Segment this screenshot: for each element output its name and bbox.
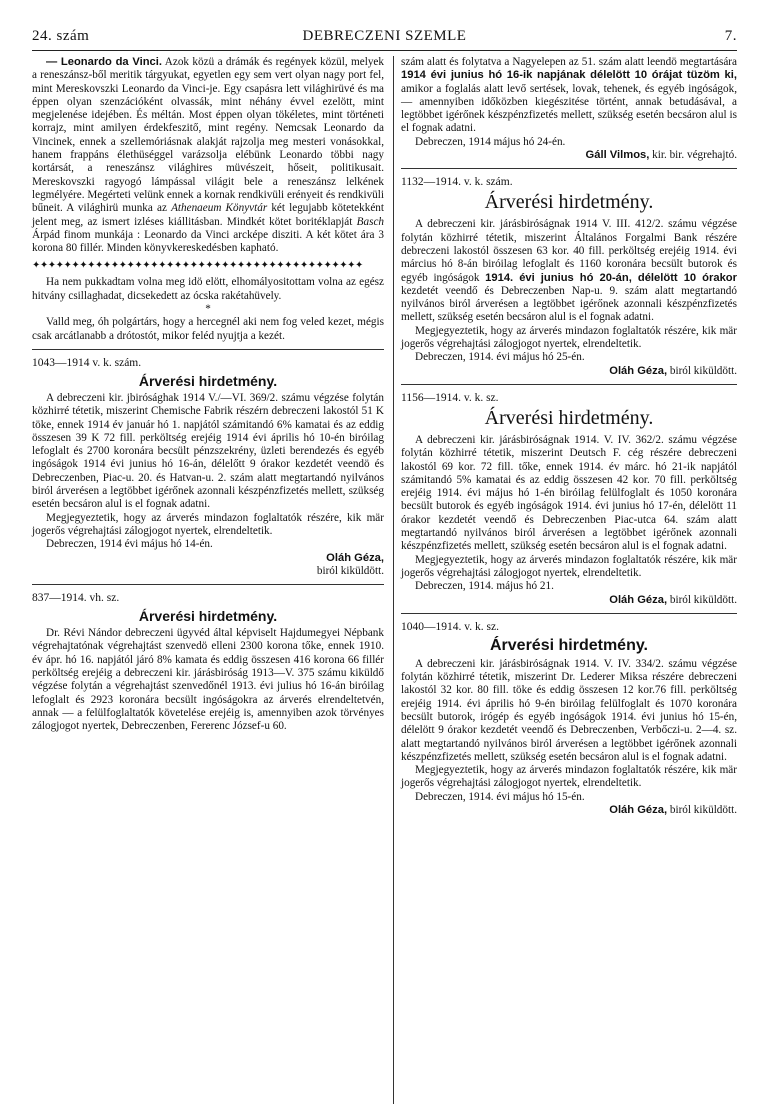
star-divider: ✦✦✦✦✦✦✦✦✦✦✦✦✦✦✦✦✦✦✦✦✦✦✦✦✦✦✦✦✦✦✦✦✦✦✦✦✦✦✦✦✦✦ bbox=[32, 260, 363, 272]
article-journal: Athenaeum Könyvtár bbox=[171, 202, 268, 215]
section-divider bbox=[32, 584, 384, 585]
notice-continuation bbox=[401, 56, 737, 162]
notice-title: Árverési hirdetmény. bbox=[138, 608, 278, 625]
article-text: Árpád finom munkája : Leonardo da Vinci arcképe disziti. A két kötet ára 3 korona 80 fillér. Minden könyvkereskedésben kapható. bbox=[32, 228, 384, 255]
section-divider bbox=[401, 168, 737, 169]
notice-1156 bbox=[401, 391, 737, 607]
leonardo-article bbox=[32, 56, 384, 255]
quote-text: Valld meg, óh polgártárs, hogy a hercegnél aki nem fog veled kezet, mégis csak arcátlanabb a drótostót, mikor feléd nyujtja a kezét. bbox=[32, 316, 384, 342]
notice-title: Árverési hirdetmény. bbox=[484, 191, 654, 214]
notice-note: Megjegyeztetik, hogy az árverés mindazon foglaltatók részére, kik mär jogerős végrehajtási zálogjogot nyertek, elrendeltetik. bbox=[401, 553, 737, 579]
notice-body bbox=[401, 218, 737, 324]
notice-date: Debreczen, 1914. május hó 21. bbox=[415, 580, 554, 593]
section-divider bbox=[32, 349, 384, 350]
notice-note: Megjegyeztetik, hogy az árverés mindazon foglaltatók részére, kik mär jogerős végrehajtási zálogjogot nyertek, elrendeltetik. bbox=[32, 511, 384, 537]
section-divider bbox=[401, 613, 737, 614]
notice-signature: Oláh Géza, bbox=[609, 804, 668, 817]
notice-title: Árverési hirdetmény. bbox=[490, 636, 648, 654]
notice-date: Debreczen, 1914 május hó 24-én. bbox=[415, 135, 566, 148]
article-lead: — Leonardo da Vinci. bbox=[46, 56, 162, 68]
notice-body: A debreczeni kir. járásbiróságnak 1914. V. IV. 362/2. számu végzése folytán közhirré tétetik, miszerint Deutsch F. cég részére debreczeni lakostól 69 kor. 72 fill. tőke, ennek 1914. év márc. hó 21-ik napjától számitandó 5% kamatai és az eddig összesen 42 kor. 70 fill. perköltség erejéig 1914. évi május hó 1-én biróilag felülfoglalt és 1050 koronára becsült butorok és egyéb ingóságok 1914. évi junius hó 17-én, délelött 11 órakor kezdetét veendő és Debreczenben Piac-utca 64. szám alatt megtartandó nyilvános biról árverésen a legtöbbet igérőnek azonnali készpénzfizetés mellett, szükség esetén becsáron alul is el fognak adatni. bbox=[401, 433, 737, 553]
notice-signature: Oláh Géza, bbox=[609, 593, 668, 606]
article-text: Azok közü a drámák és regények közül, melyek a reneszánsz-ből meritik tárgyukat, egyetlen egy sem vert olyan nagy port fel, mint Mereskovszki Leonardo da Vinci-je. Egy csapásra lett világhirüvé és ma éppen olyan szenzációként olvassák, mint néhány évvel ezelött, mint megjelenése idejében. És méltán. Most éppen olyan tökéletes, mint történeti korrajz, mint amilyen érdekfeszitő, mint regény. Nemcsak Leonardo da Vincinek, ennek a szellemóriásnak alakját rajzolja meg mesteri vonásokkal, hanem frappáns élethüséggel varázsolja elébünk Leonardo többi nagy kortársát, a reneszánsz világhires müvészeit, hőseit, politikusait. Mereskovszki ragyogó lámpással világit bele a reneszánsz lelkének legmélyére. Megérteti velünk ennek a kornak rendkivüli erényeit és rendkivüli bűneit. A világhirü munka az bbox=[32, 56, 384, 215]
notice-body bbox=[401, 56, 737, 136]
notice-signature-role: biról kiküldött. bbox=[667, 364, 737, 377]
notice-ref: 1043—1914 v. k. szám. bbox=[32, 356, 142, 369]
page-number: 7. bbox=[724, 28, 737, 44]
poem-star: * bbox=[205, 303, 211, 316]
notice-title: Árverési hirdetmény. bbox=[484, 406, 654, 429]
column-divider bbox=[393, 56, 394, 1104]
notice-body: A debreczeni kir. jbirósághak 1914 V./—VI. 369/2. számu végzése folytán közhirré tétetik, miszerint Chemische Fabrik részérn debreczeni lakostól 51 K töke, ennek 1914 év január hó 1. napjától számitandó 6% kamatai és az eddig összesen 39 K 72 fill. perköltség erejéig 1914 évi április hó 10-én biróilag lefoglalt és 2700 koronára becsült pénzszekrény, üzleti berendezés és egyéb ingóságok 1914 évi junius hó 16-án, délelőtt 9 órakor kezdetét veendö és Debreczenben, Piac-u. 20. és Hatvan-u. 2. szám alatt megtartandó nyilvános biról árverésen a legtöbbet igérőnek azonnali készpénzfizetés mellett, szükség esetén becsáron alul is el fognak adatni. bbox=[32, 391, 384, 511]
notice-text: szám alatt és folytatva a Nagyelepen az 51. szám alatt leendö megtartására bbox=[401, 56, 737, 68]
notice-ref: 837—1914. vh. sz. bbox=[32, 592, 120, 605]
right-column bbox=[401, 56, 737, 817]
notice-date: Debreczen, 1914. évi május hó 25-én. bbox=[415, 351, 585, 364]
page-number-label: 24. szám bbox=[32, 28, 90, 44]
section-divider bbox=[401, 384, 737, 385]
notice-ref: 1040—1914. v. k. sz. bbox=[401, 620, 499, 633]
notice-1043 bbox=[32, 356, 384, 578]
notice-text: A debreczeni kir. járásbiróságnak 1914 V. III. 412/2. számu végzése folytán közhirré tétetik, miszerint Általános Forgalmi Bank részére debreczeni lakostól összesen 63 kor. 40 fill. perköltség erejéig 1914. évi március hó 8-án biróilag lefoglalt és 1160 koronára becsült butorok és egyéb ingóságok bbox=[401, 218, 737, 284]
notice-signature: Oláh Géza, bbox=[326, 551, 384, 564]
notice-text: amikor a foglalás alatt levő sertések, lovak, tehenek, és egyéb ingóságok, — amennyiben időközben kiegészitése történt, annak betudásával, a legtöbbet igérőnek készpénzfizetés mellett, szükség esetén becsáron alul is el fognak adatni. bbox=[401, 82, 737, 135]
poem-text: Ha nem pukkadtam volna meg idö elött, elhomályositottam volna az egész hitvány csillaghadat, dicsekedett az ócska rakétahüvely. bbox=[32, 276, 384, 302]
notice-date-highlight: 1914. évi junius hó 20-án, délelött 10 órakor bbox=[485, 271, 737, 284]
notice-ref: 1156—1914. v. k. sz. bbox=[401, 391, 499, 404]
notice-note: Megjegyeztetik, hogy az árverés mindazon foglaltatók részére, kik mär jogerős végrehajtási zálogjogot nyertek, elrendeltetik. bbox=[401, 324, 737, 351]
notice-body: A debreczeni kir. járásbiróságnak 1914. V. IV. 334/2. számu végzése folytán közhirré tétetik, miszerint Dr. Lederer Miksa részére debreczeni lakostól 32 kor. 80 fill. töke és eddig összesen 12 kor.76 fill. perköltség erejéig 1914. évi április hó 9-én biróilag felülfoglalt és 1070 koronára becsült butorok, irógép és egyéb ingóságok 1914. évi junius hó 15-én, délelött 9 órakor kezdetét veendő és Debreczenben, Verbőczi-u. 2—4. sz. alatt megtartandó nyilvános biról árverésen a legtöbbet igérőnek azonnali készpénzfizetés mellett, szükség esetén becsáron alul is el fognak adatni. bbox=[401, 657, 737, 763]
notice-text: kezdetét veendő és Debreczenben Nap-u. 9. szám alatt megtartandó nyilvános biról árverésen a legtöbbet igérőnek azonnali készpénzfizetés mellett, szükség esetén becsáron alul is el fognak adatni. bbox=[401, 284, 737, 324]
notice-signature-role: biról kiküldött. bbox=[316, 564, 384, 577]
notice-date-highlight: 1914 évi junius hó 16-ik napjának délelött 10 órájat tüzöm ki, bbox=[401, 69, 737, 82]
notice-body: Dr. Révi Nándor debreczeni ügyvéd által képviselt Hajdumegyei Népbank végrehajtatónak végrehajtást szenvedö elleni 2300 korona tőke, ennek 1910. év ápr. hó 16. napjától járó 8% kamata és eddig összesen 416 korona 66 fillér perköltség erejéig a debreczeni kir. járásbiróság 1913—V. 375 számu kiküldő végzése folytán a végrehajtást szenvedőnél 1913. évi julius hó 16-án biróilag lefoglalt és 2923 koronára becsült ingóságokra az árverés elrendeltetvén, annak — a felülfoglaltatók követelése erejéig is, amennyiben azok törvényes zálogjogot nyertek, Debreczenben, Fererenc József-u 60. bbox=[32, 627, 384, 733]
left-column bbox=[32, 56, 384, 733]
article-text: két legujabb kötetekként jelent meg, az ismert izléses kiállitásban. Mindkét kötet boritéklapját bbox=[32, 202, 384, 228]
notice-title: Árverési hirdetmény. bbox=[138, 372, 278, 389]
notice-note: Megjegyeztetik, hogy az árverés mindazon foglaltatók részére, kik mär jogerős végrehajtási zálogjogot nyertek, elrendeltetik. bbox=[401, 764, 737, 790]
page-header bbox=[32, 22, 737, 51]
notice-signature-role: biról kiküldött. bbox=[667, 593, 737, 606]
notice-837 bbox=[32, 591, 384, 733]
notice-signature: Oláh Géza, bbox=[609, 364, 668, 377]
notice-1132 bbox=[401, 175, 737, 378]
notice-date: Debreczen, 1914 évi május hó 14-én. bbox=[46, 538, 213, 551]
notice-signature: Gáll Vilmos, bbox=[585, 149, 650, 162]
notice-signature-role: biról kiküldött. bbox=[667, 804, 737, 817]
notice-signature-role: kir. bir. végrehajtó. bbox=[649, 149, 737, 162]
journal-title: DEBRECZENI SZEMLE bbox=[302, 28, 467, 44]
notice-ref: 1132—1914. v. k. szám. bbox=[401, 176, 513, 189]
article-artist: Basch bbox=[356, 215, 384, 228]
notice-date: Debreczen, 1914. évi május hó 15-én. bbox=[415, 790, 585, 803]
notice-1040 bbox=[401, 620, 737, 818]
